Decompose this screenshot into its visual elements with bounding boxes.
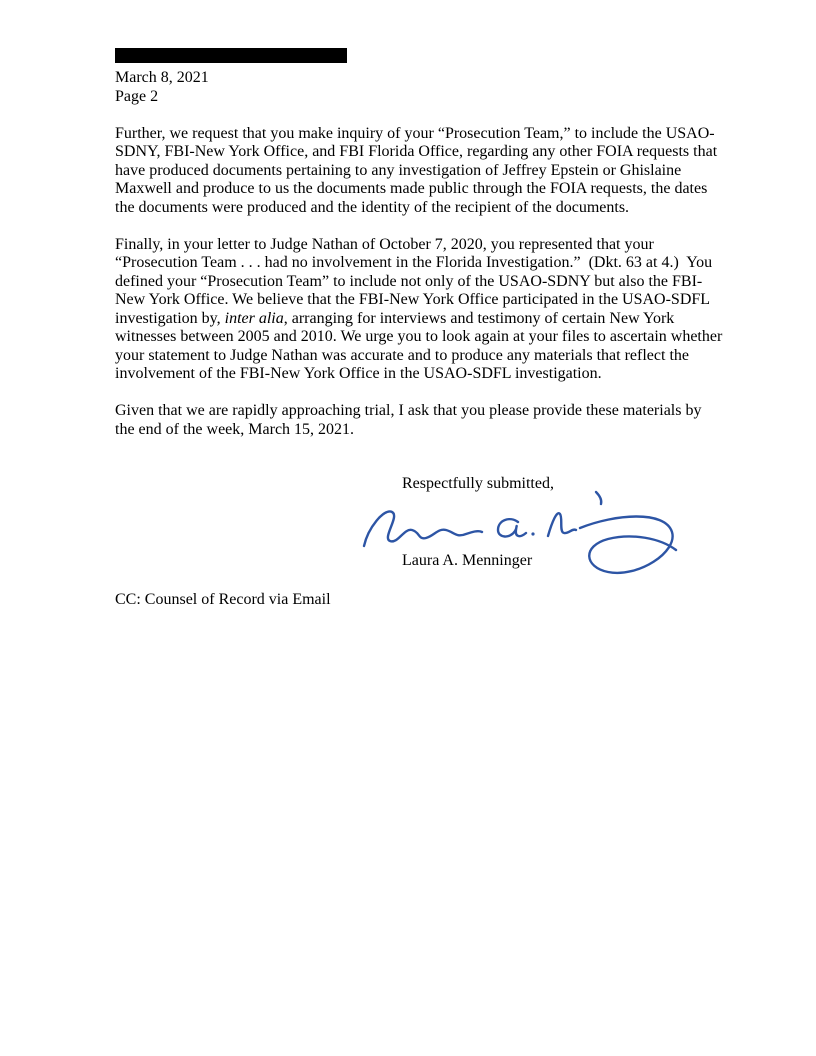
paragraph-deadline: Given that we are rapidly approaching trial, I ask that you please provide these materials by the end of the week, March 15, 2021. [115,402,706,438]
cc-line: CC: Counsel of Record via Email [115,591,331,608]
closing-block [402,475,723,570]
inter-alia-italic: inter alia [224,309,284,327]
signature [360,488,680,588]
paragraph-prosecution-team [115,235,727,384]
redaction-bar [115,48,347,63]
paragraph-prosecution-team-text-before: Finally, in your letter to Judge Nathan of October 7, 2020, you represented that your “Prosecution Team . . . had no involvement in the Florida Investigation.” (Dkt. 63 at 4.) You defined your “Prosecution Team” to include not only of the USAO-SDNY but also the FBI-New York Office. We believe that the FBI-New York Office participated in the USAO-SDFL investigation by, [115,235,717,327]
paragraph-prosecution-team-text-after: , arranging for interviews and testimony of certain New York witnesses between 2005 and 2010. We urge you to look again at your files to ascertain whether your statement to Judge Nathan was accurate and to produce any materials that reflect the involvement of the FBI-New York Office in the USAO-SDFL investigation. [115,309,727,382]
signature-area [402,494,723,552]
letter-date: March 8, 2021 [115,69,209,86]
paragraph-foia-request: Further, we request that you make inquiry of your “Prosecution Team,” to include the USAO-SDNY, FBI-New York Office, and FBI Florida Office, regarding any other FOIA requests that have produced documents pertaining to any investigation of Jeffrey Epstein or Ghislaine Maxwell and produce to us the documents made public through the FOIA requests, the dates the documents were produced and the identity of the recipient of the documents. [115,124,722,216]
signer-name: Laura A. Menninger [402,551,533,569]
page-number-label: Page 2 [115,87,159,105]
closing-salutation: Respectfully submitted, [402,475,554,492]
